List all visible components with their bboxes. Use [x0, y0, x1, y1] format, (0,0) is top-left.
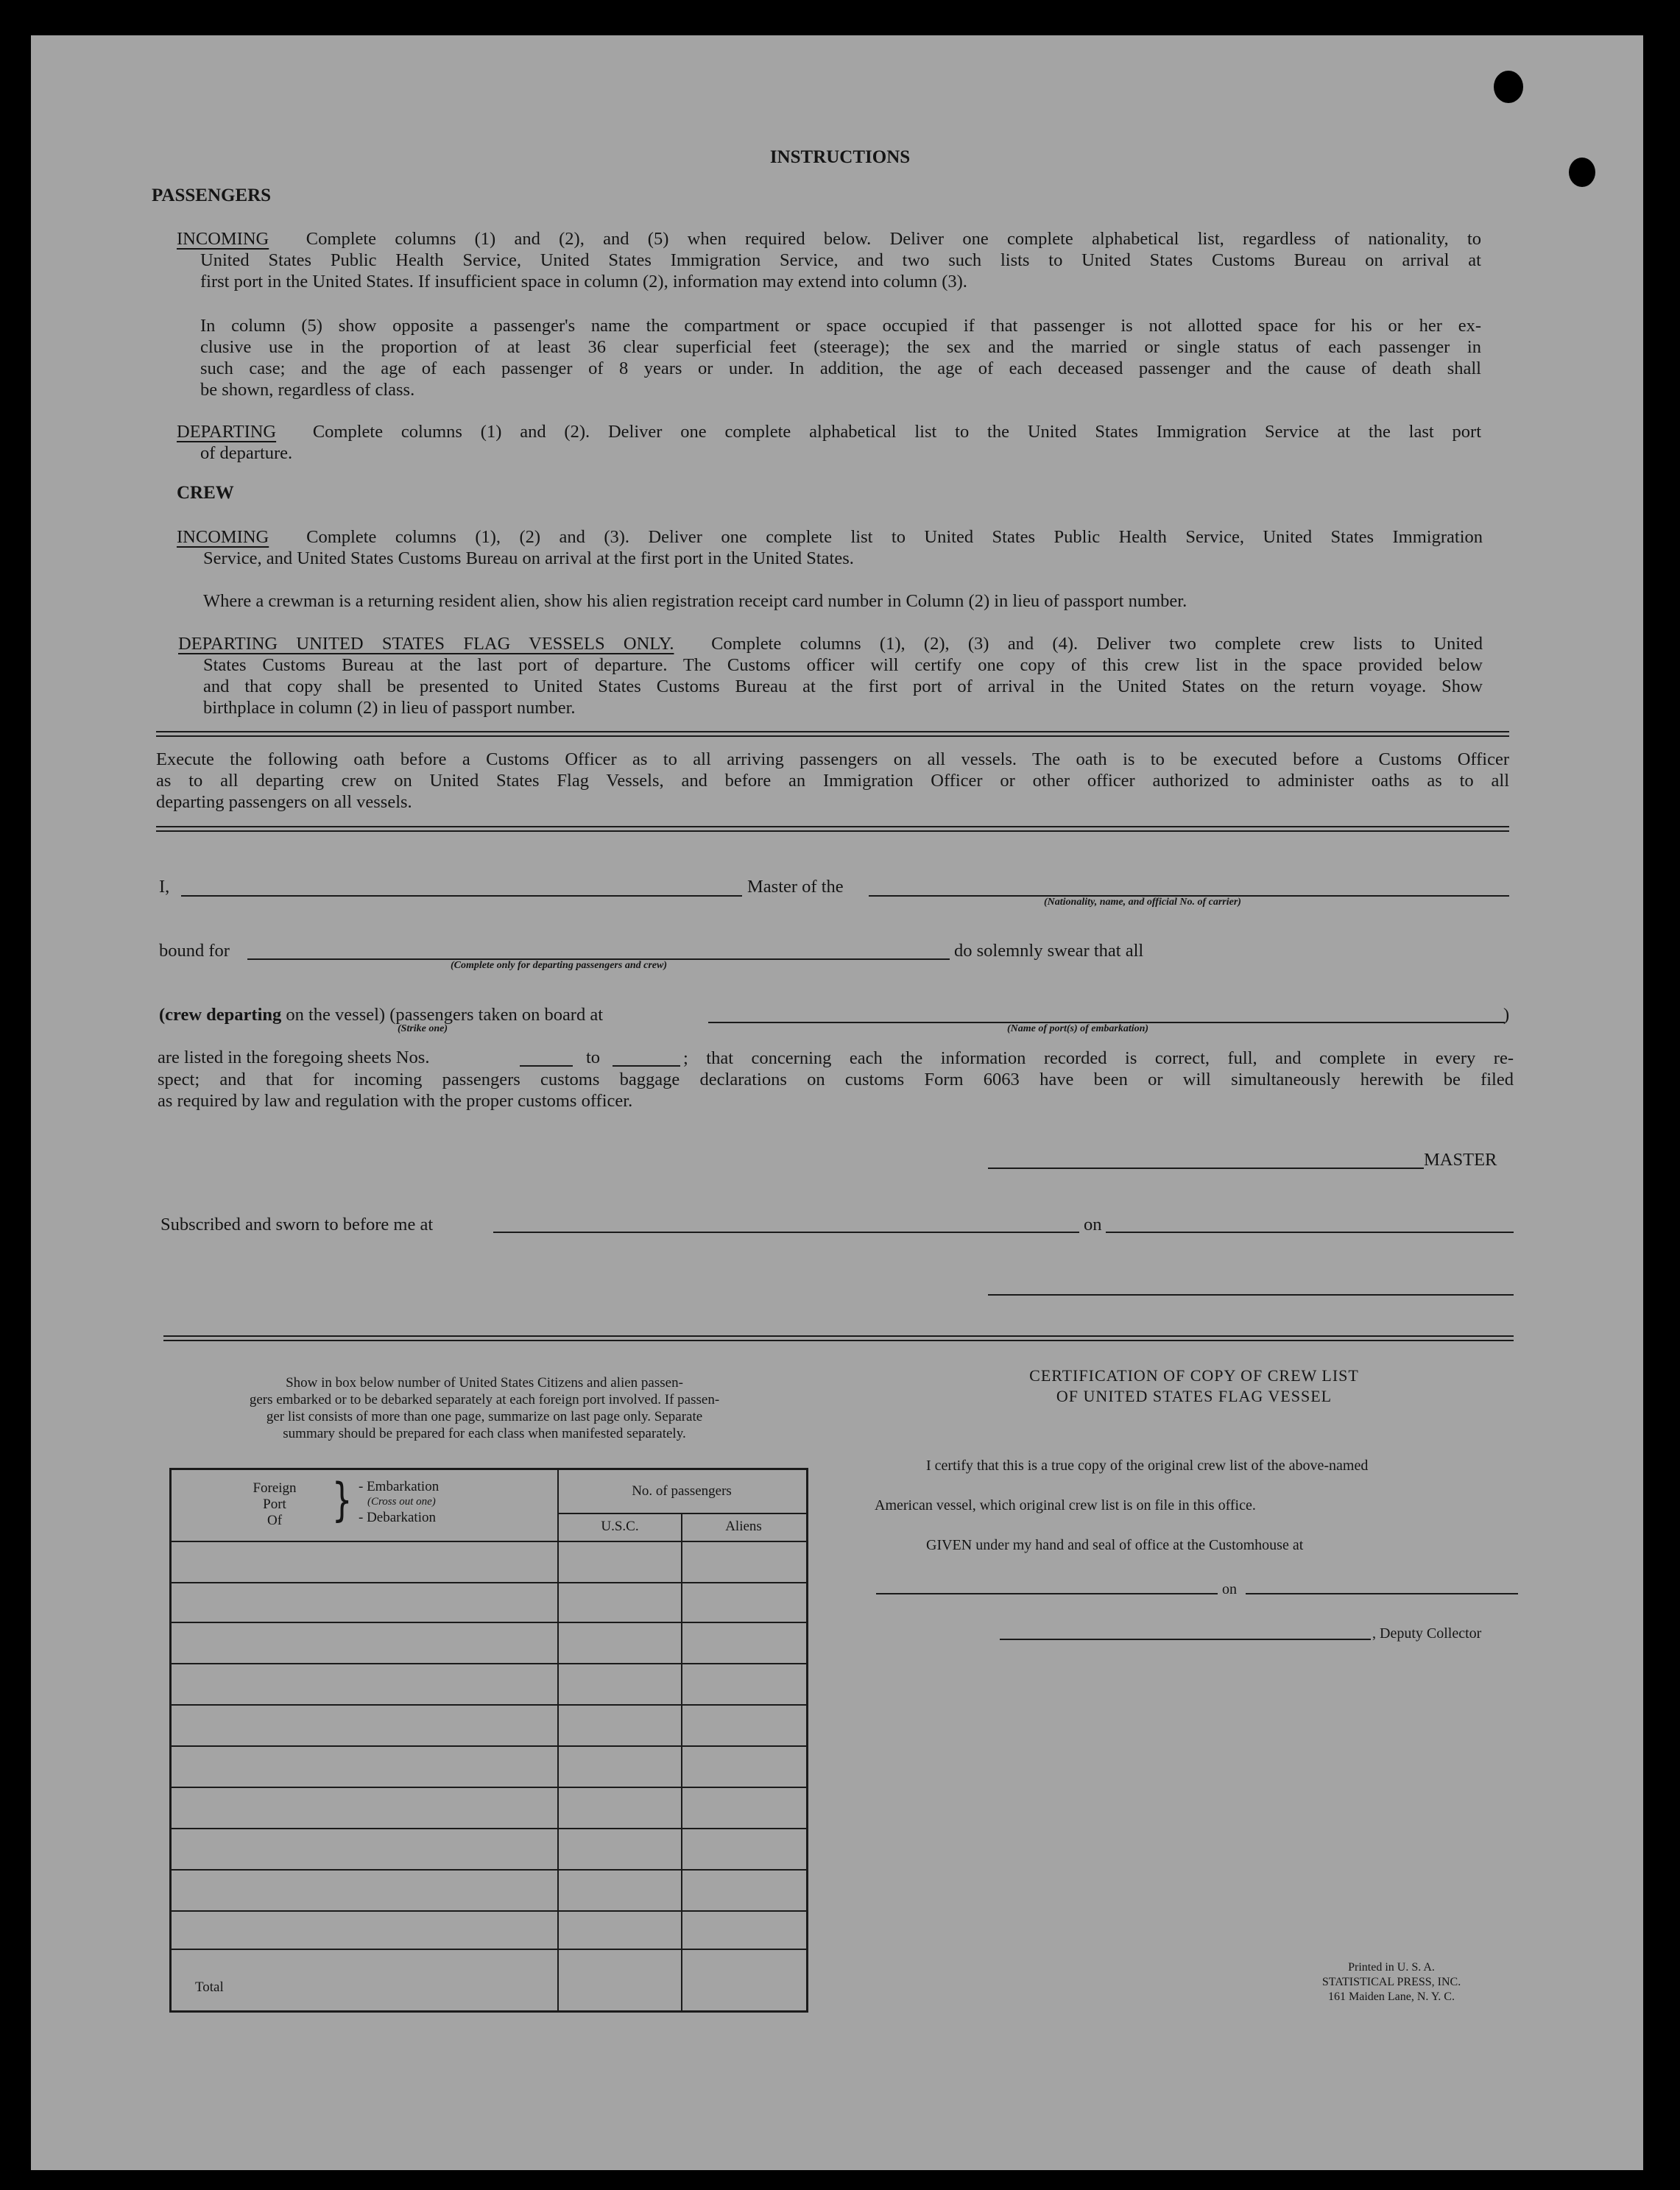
sworn-place-field[interactable]: [493, 1232, 1079, 1233]
passenger-summary-table: [169, 1468, 808, 2013]
master-label: MASTER: [1424, 1150, 1497, 1170]
strike-one-note: (Strike one): [398, 1023, 448, 1034]
master-name-field[interactable]: [181, 895, 742, 897]
certification-title-2: OF UNITED STATES FLAG VESSEL: [1056, 1387, 1333, 1405]
table-row-line: [172, 1745, 806, 1747]
certification-american: American vessel, which original crew list is on file in this office.: [875, 1497, 1256, 1513]
crew-departing-line-1: DEPARTING UNITED STATES FLAG VESSELS ONLY. Complete columns (1), (2), (3) and (4). Deliver two complete crew lists to United: [178, 634, 1483, 654]
crew-resident-alien: Where a crewman is a returning resident alien, show his alien registration receipt card number in Column (2) in lieu of passport number.: [203, 591, 1187, 611]
table-divider-port: [557, 1470, 559, 2010]
box-instructions-line-2: gers embarked or to be debarked separately at each foreign port involved. If passen-: [249, 1392, 720, 1407]
certification-certify: I certify that this is a true copy of the original crew list of the above-named: [926, 1458, 1369, 1474]
page-title: INSTRUCTIONS: [769, 147, 911, 167]
crew-departing-line-3: and that copy shall be presented to United States Customs Bureau at the first port of arrival in the United States on the return voyage. Show: [203, 677, 1483, 696]
printer-line-2: STATISTICAL PRESS, INC.: [1321, 1976, 1461, 1988]
table-row-line: [172, 1582, 806, 1583]
header-no-of-passengers: No. of passengers: [632, 1483, 732, 1499]
crew-incoming-line-1: INCOMING Complete columns (1), (2) and (3). Deliver one complete list to United States Public Health Service, United States Immigration: [177, 527, 1483, 547]
table-row-line: [172, 1663, 806, 1664]
passengers-departing-line-2: of departure.: [200, 443, 293, 463]
oath-line-2: spect; and that for incoming passengers customs baggage declarations on customs Form 6063 have been or will simultaneously herewith be filed: [158, 1070, 1514, 1089]
sworn-date-field[interactable]: [1106, 1232, 1514, 1233]
customhouse-field[interactable]: [876, 1593, 1218, 1594]
table-row-line: [172, 1787, 806, 1788]
divider-double-2: [156, 826, 1509, 832]
table-row-line: [172, 1949, 806, 1950]
crew-departing-option[interactable]: (crew departing: [159, 1005, 282, 1025]
column5-line-2: clusive use in the proportion of at least 36 clear superficial feet (steerage); the sex and the married or single status of each passenger in: [200, 337, 1481, 357]
divider-double-1: [156, 731, 1509, 737]
brace-icon: }: [331, 1473, 353, 1527]
bound-for-note: (Complete only for departing passengers and crew): [451, 960, 667, 971]
box-instructions-line-4: summary should be prepared for each class when manifested separately.: [283, 1426, 686, 1441]
passengers-heading: PASSENGERS: [152, 186, 272, 205]
subscribed-label: Subscribed and sworn to before me at: [160, 1215, 434, 1234]
close-paren: ): [1503, 1005, 1510, 1025]
crew-incoming-line-2: Service, and United States Customs Bureau on arrival at the first port in the United States.: [203, 548, 854, 568]
passengers-incoming-line-2: United States Public Health Service, United States Immigration Service, and two such lists to United States Customs Bureau on arrival at: [200, 250, 1481, 270]
table-divider-aliens: [681, 1513, 682, 2010]
header-port: Port: [263, 1497, 286, 1512]
table-row-line: [172, 1622, 806, 1623]
oath-intro-line-2: as to all departing crew on United States Flag Vessels, and before an Immigration Officer or other officer authorized to administer oaths as to all: [156, 771, 1509, 791]
passengers-departing-line-1: DEPARTING Complete columns (1) and (2). Deliver one complete alphabetical list to the United States Immigration Service at the last port: [177, 422, 1481, 442]
bound-for-label: bound for: [159, 941, 230, 961]
header-foreign: Foreign: [253, 1480, 297, 1496]
table-row-line: [172, 1910, 806, 1912]
deputy-collector-signature-field[interactable]: [1000, 1639, 1371, 1640]
certification-given: GIVEN under my hand and seal of office at the Customhouse at: [926, 1537, 1304, 1553]
printer-line-3: 161 Maiden Lane, N. Y. C.: [1328, 1991, 1455, 2003]
oath-intro-line-1: Execute the following oath before a Customs Officer as to all arriving passengers on all vessels. The oath is to be executed before a Customs Officer: [156, 749, 1509, 769]
master-of-the-label: Master of the: [747, 877, 844, 897]
column5-line-1: In column (5) show opposite a passenger's name the compartment or space occupied if that passenger is not allotted space for his or her ex-: [200, 316, 1481, 336]
ports-note: (Name of port(s) of embarkation): [1007, 1023, 1149, 1034]
header-embarkation: - Embarkation: [359, 1479, 440, 1494]
sheet-to-field[interactable]: [613, 1065, 680, 1067]
crew-departing-line-2: States Customs Bureau at the last port of departure. The Customs officer will certify one copy of this crew list in the space provided below: [203, 655, 1483, 675]
oath-intro-line-3: departing passengers on all vessels.: [156, 792, 412, 812]
sworn-on-label: on: [1084, 1215, 1102, 1234]
certification-title-1: CERTIFICATION OF COPY OF CREW LIST: [1029, 1366, 1359, 1385]
punch-hole-top: [1494, 71, 1523, 103]
master-signature-field[interactable]: [988, 1168, 1424, 1169]
table-row-line: [172, 1869, 806, 1871]
crew-heading: CREW: [177, 483, 234, 503]
officer-signature-field[interactable]: [988, 1294, 1514, 1296]
box-instructions-line-3: ger list consists of more than one page, summarize on last page only. Separate: [266, 1409, 703, 1424]
printer-line-1: Printed in U. S. A.: [1348, 1961, 1435, 1974]
header-of: Of: [267, 1513, 283, 1528]
crew-incoming-label: INCOMING: [177, 527, 269, 547]
column5-line-4: be shown, regardless of class.: [200, 380, 415, 400]
header-debarkation: - Debarkation: [359, 1510, 436, 1525]
listed-line-1-rest: ; that concerning each the information recorded is correct, full, and complete in every re-: [683, 1048, 1514, 1068]
passengers-incoming-line-1: INCOMING Complete columns (1) and (2), and (5) when required below. Deliver one complete alphabetical list, regardless of nationality, to: [177, 229, 1482, 249]
certification-date-field[interactable]: [1246, 1593, 1518, 1594]
solemnly-swear-label: do solemnly swear that all: [954, 941, 1144, 961]
listed-to-label: to: [586, 1048, 601, 1067]
listed-label: are listed in the foregoing sheets Nos.: [158, 1048, 430, 1067]
table-row-line: [172, 1704, 806, 1706]
oath-line-3: as required by law and regulation with the proper customs officer.: [158, 1091, 633, 1111]
crew-departing-label: DEPARTING UNITED STATES FLAG VESSELS ONLY.: [178, 634, 674, 654]
box-instructions-line-1: Show in box below number of United States Citizens and alien passen-: [286, 1375, 683, 1391]
sheet-from-field[interactable]: [520, 1065, 573, 1067]
table-subheader-line: [557, 1513, 806, 1514]
passengers-departing-label: DEPARTING: [177, 422, 277, 442]
oath-i-label: I,: [159, 877, 170, 897]
column5-line-3: such case; and the age of each passenger of 8 years or under. In addition, the age of each deceased passenger and the cause of death shall: [200, 358, 1481, 378]
passengers-incoming-label: INCOMING: [177, 229, 269, 249]
header-aliens: Aliens: [725, 1519, 762, 1534]
divider-double-3: [163, 1335, 1514, 1341]
crew-departing-line-4: birthplace in column (2) in lieu of passport number.: [203, 698, 576, 718]
total-label: Total: [195, 1979, 224, 1995]
deputy-collector-label: , Deputy Collector: [1372, 1625, 1482, 1642]
certification-on: on: [1222, 1581, 1237, 1597]
carrier-note: (Nationality, name, and official No. of carrier): [1044, 897, 1241, 908]
header-cross-out: (Cross out one): [367, 1496, 436, 1508]
table-row-line: [172, 1828, 806, 1829]
table-header-line: [172, 1541, 806, 1542]
passengers-incoming-line-3: first port in the United States. If insufficient space in column (2), information may extend into column (3).: [200, 272, 967, 292]
header-usc: U.S.C.: [601, 1519, 639, 1534]
vessel-line: (crew departing on the vessel) (passengers taken on board at: [159, 1005, 604, 1025]
